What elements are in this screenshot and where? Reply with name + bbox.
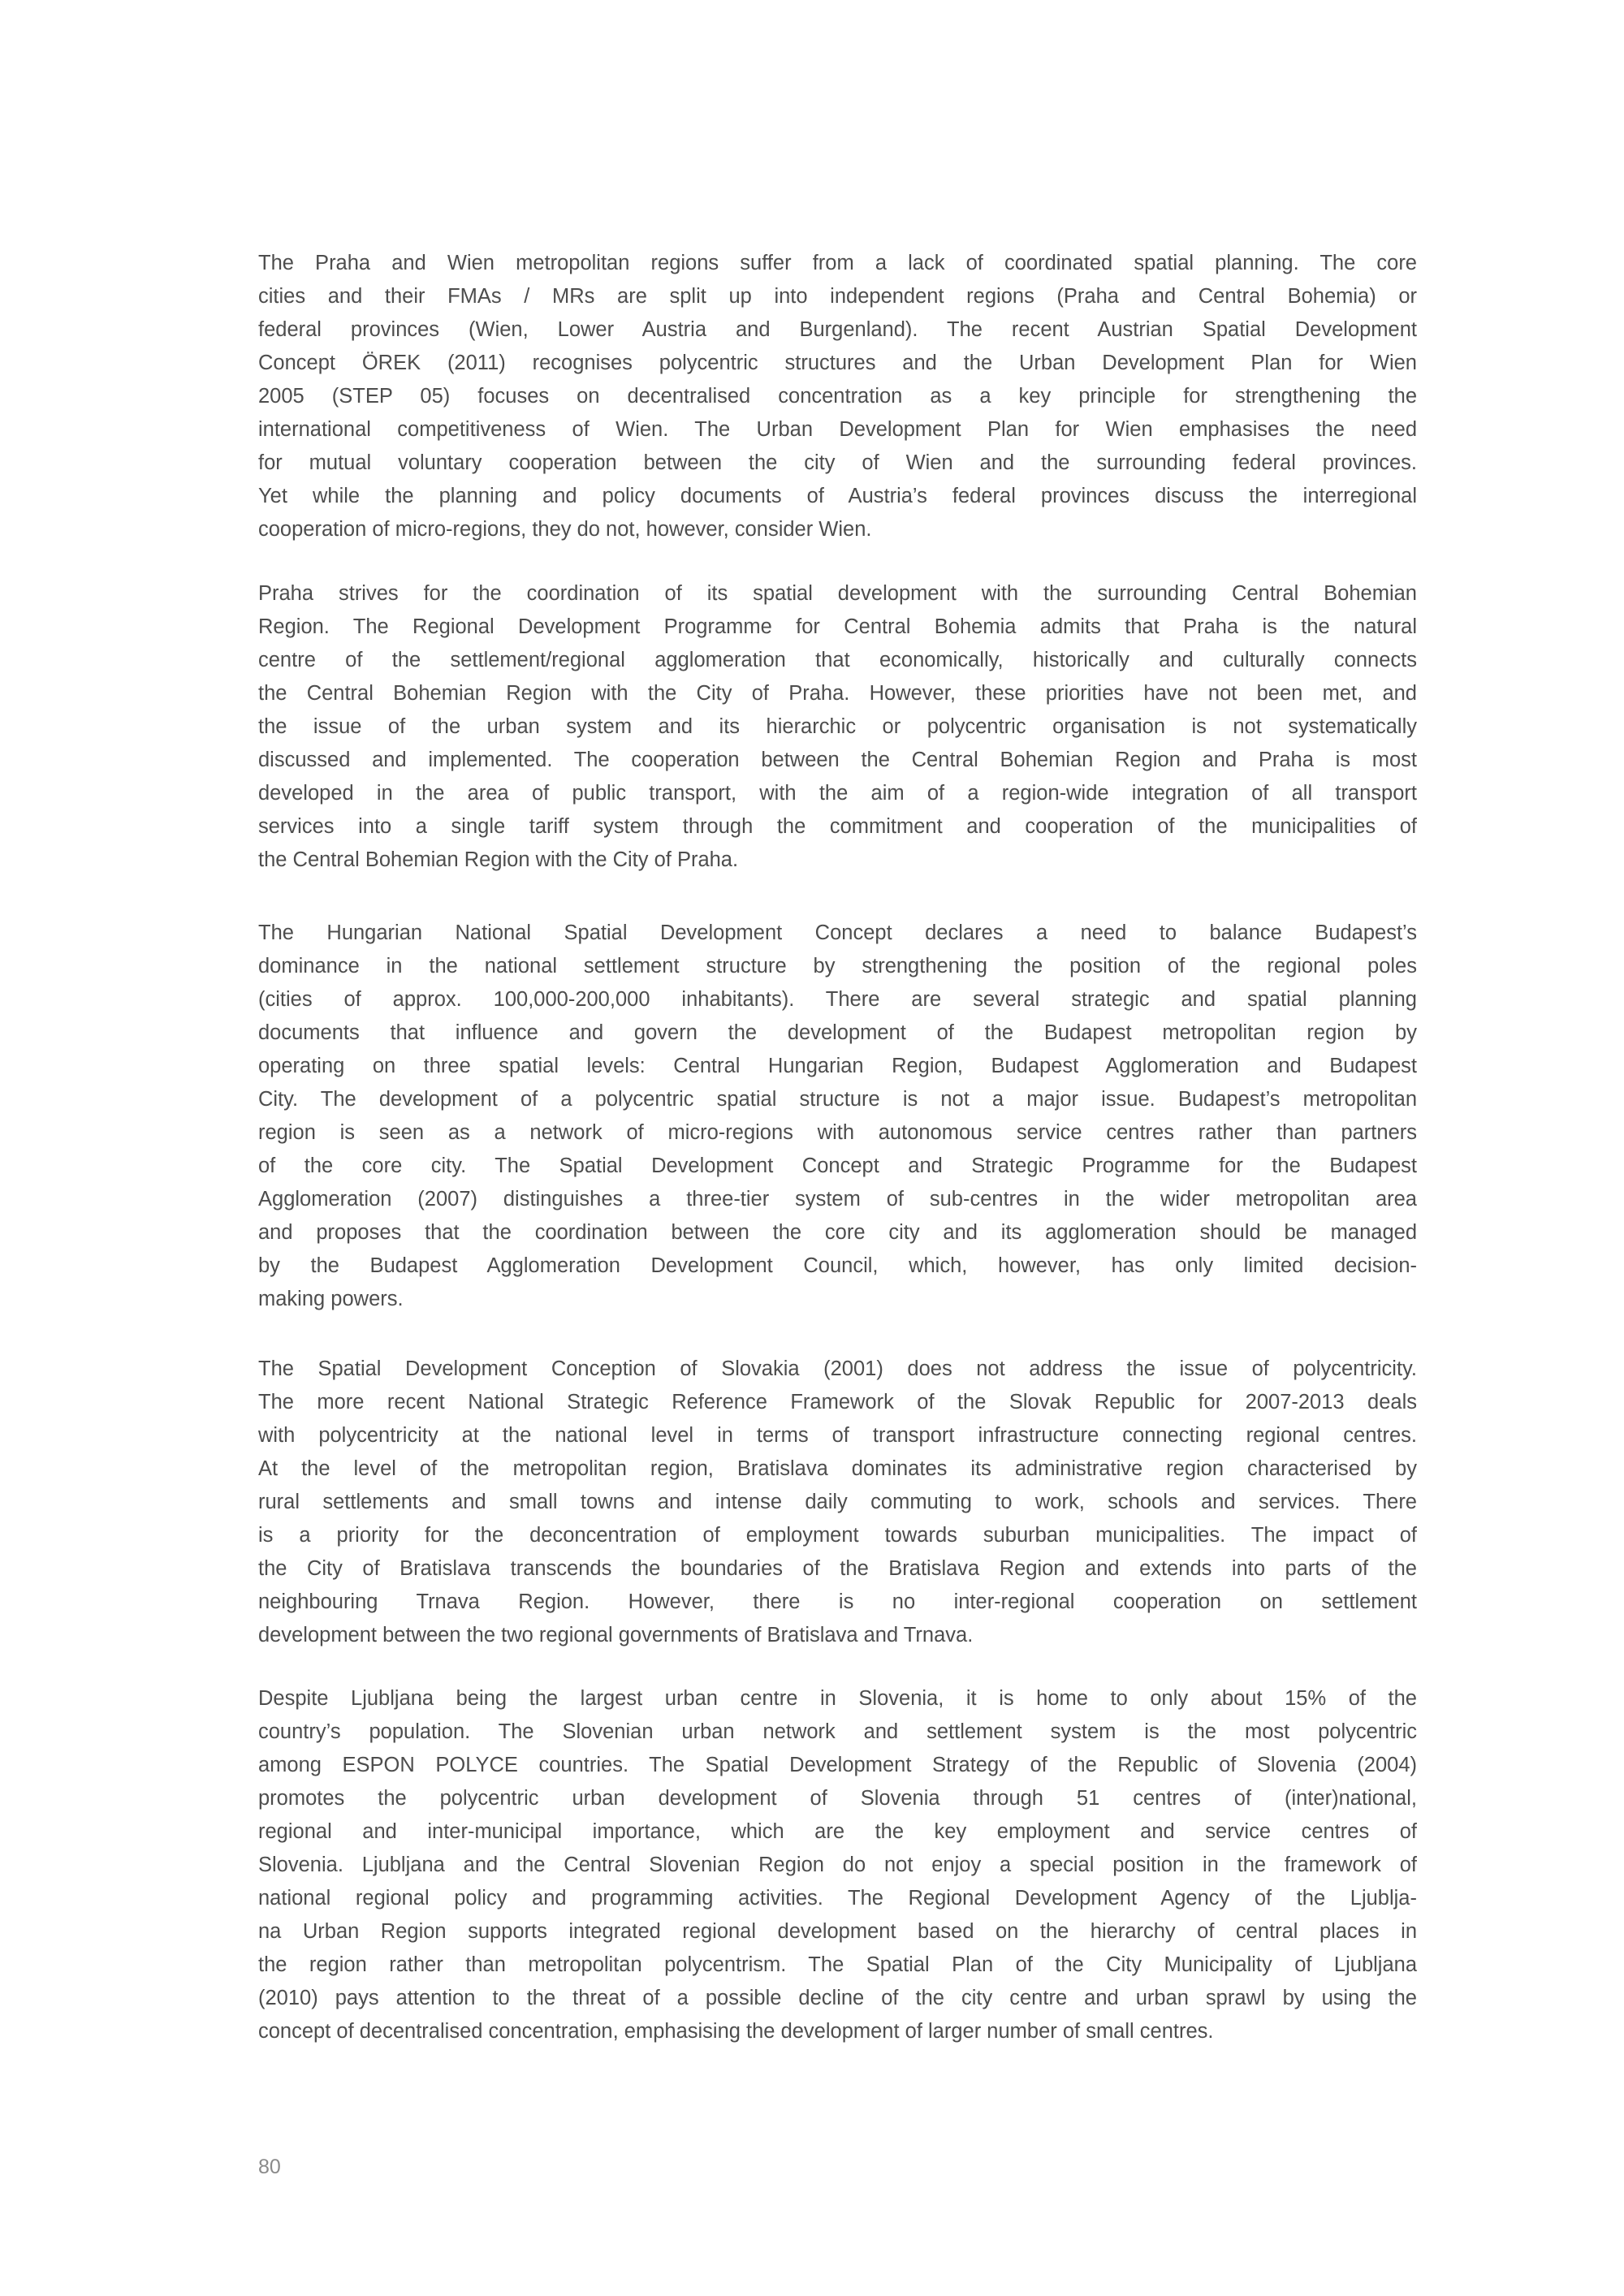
text-line: The Hungarian National Spatial Development Concept declares a need to balance Budapest’s xyxy=(258,921,1417,944)
paragraph-wien-praha-planning xyxy=(258,247,1417,546)
text-line: Despite Ljubljana being the largest urban centre in Slovenia, it is home to only about 15% of the xyxy=(258,1687,1417,1710)
text-line: dominance in the national settlement structure by strengthening the position of the regional poles xyxy=(258,955,1417,978)
text-line: the issue of the urban system and its hierarchic or polycentric organisation is not systematically xyxy=(258,715,1417,738)
page-number: 80 xyxy=(258,2156,281,2178)
text-line: is a priority for the deconcentration of employment towards suburban municipalities. The impact of xyxy=(258,1524,1417,1547)
text-line: and proposes that the coordination between the core city and its agglomeration should be managed xyxy=(258,1221,1417,1244)
text-line: federal provinces (Wien, Lower Austria and Burgenland). The recent Austrian Spatial Development xyxy=(258,318,1417,341)
text-line: the City of Bratislava transcends the boundaries of the Bratislava Region and extends into parts of the xyxy=(258,1557,1417,1580)
text-line: region is seen as a network of micro-regions with autonomous service centres rather than partners xyxy=(258,1121,1417,1144)
text-line: by the Budapest Agglomeration Development Council, which, however, has only limited decision- xyxy=(258,1254,1417,1277)
text-line: discussed and implemented. The cooperation between the Central Bohemian Region and Praha is most xyxy=(258,749,1417,771)
text-line: City. The development of a polycentric spatial structure is not a major issue. Budapest’s metropolitan xyxy=(258,1088,1417,1111)
text-line: development between the two regional governments of Bratislava and Trnava. xyxy=(258,1624,974,1646)
text-line: the region rather than metropolitan polycentrism. The Spatial Plan of the City Municipality of Ljubljana xyxy=(258,1953,1417,1976)
text-line: concept of decentralised concentration, emphasising the development of larger number of small centres. xyxy=(258,2020,1214,2043)
text-line: promotes the polycentric urban development of Slovenia through 51 centres of (inter)national, xyxy=(258,1787,1417,1810)
paragraph-praha-central-bohemia xyxy=(258,577,1417,877)
text-line: the Central Bohemian Region with the City of Praha. However, these priorities have not been met, and xyxy=(258,682,1417,705)
text-line: Agglomeration (2007) distinguishes a three-tier system of sub-centres in the wider metropolitan area xyxy=(258,1188,1417,1211)
text-line: The Praha and Wien metropolitan regions suffer from a lack of coordinated spatial planning. The core xyxy=(258,252,1417,274)
text-line: Region. The Regional Development Programme for Central Bohemia admits that Praha is the natural xyxy=(258,615,1417,638)
text-line: international competitiveness of Wien. The Urban Development Plan for Wien emphasises the need xyxy=(258,418,1417,441)
text-line: Concept ÖREK (2011) recognises polycentric structures and the Urban Development Plan for Wien xyxy=(258,352,1417,374)
text-line: The Spatial Development Conception of Slovakia (2001) does not address the issue of polycentricity. xyxy=(258,1357,1417,1380)
paragraph-ljubljana xyxy=(258,1682,1417,2048)
text-line: At the level of the metropolitan region, Bratislava dominates its administrative region characterised by xyxy=(258,1457,1417,1480)
text-line: (cities of approx. 100,000-200,000 inhabitants). There are several strategic and spatial planning xyxy=(258,988,1417,1011)
text-line: with polycentricity at the national level in terms of transport infrastructure connecting regional centres. xyxy=(258,1424,1417,1447)
text-line: cooperation of micro-regions, they do not, however, consider Wien. xyxy=(258,518,872,541)
text-line: for mutual voluntary cooperation between the city of Wien and the surrounding federal provinces. xyxy=(258,451,1417,474)
text-line: Praha strives for the coordination of its spatial development with the surrounding Central Bohemian xyxy=(258,582,1417,605)
text-line: developed in the area of public transport, with the aim of a region-wide integration of all transport xyxy=(258,782,1417,805)
text-line: services into a single tariff system through the commitment and cooperation of the municipalities of xyxy=(258,815,1417,838)
text-line: rural settlements and small towns and intense daily commuting to work, schools and services. There xyxy=(258,1491,1417,1513)
text-line: Yet while the planning and policy documents of Austria’s federal provinces discuss the interregional xyxy=(258,485,1417,507)
text-line: among ESPON POLYCE countries. The Spatial Development Strategy of the Republic of Slovenia (2004) xyxy=(258,1754,1417,1776)
text-line: 2005 (STEP 05) focuses on decentralised concentration as a key principle for strengthening the xyxy=(258,385,1417,408)
text-line: national regional policy and programming activities. The Regional Development Agency of the Ljublja- xyxy=(258,1887,1417,1910)
text-line: neighbouring Trnava Region. However, there is no inter-regional cooperation on settlement xyxy=(258,1590,1417,1613)
text-line: The more recent National Strategic Reference Framework of the Slovak Republic for 2007-2013 deals xyxy=(258,1391,1417,1413)
text-line: operating on three spatial levels: Central Hungarian Region, Budapest Agglomeration and Budapest xyxy=(258,1055,1417,1077)
text-line: of the core city. The Spatial Development Concept and Strategic Programme for the Budapest xyxy=(258,1154,1417,1177)
text-line: the Central Bohemian Region with the City of Praha. xyxy=(258,848,739,871)
text-line: regional and inter-municipal importance, which are the key employment and service centres of xyxy=(258,1820,1417,1843)
text-line: documents that influence and govern the development of the Budapest metropolitan region by xyxy=(258,1021,1417,1044)
text-line: cities and their FMAs / MRs are split up into independent regions (Praha and Central Bohemia) or xyxy=(258,285,1417,308)
text-line: centre of the settlement/regional agglomeration that economically, historically and culturally connects xyxy=(258,649,1417,671)
text-line: na Urban Region supports integrated regional development based on the hierarchy of central places in xyxy=(258,1920,1417,1943)
text-line: country’s population. The Slovenian urban network and settlement system is the most polycentric xyxy=(258,1720,1417,1743)
text-line: Slovenia. Ljubljana and the Central Slovenian Region do not enjoy a special position in the framework of xyxy=(258,1854,1417,1876)
paragraph-bratislava xyxy=(258,1353,1417,1652)
paragraph-budapest xyxy=(258,917,1417,1316)
text-line: (2010) pays attention to the threat of a possible decline of the city centre and urban sprawl by using the xyxy=(258,1987,1417,2009)
text-line: making powers. xyxy=(258,1288,404,1310)
